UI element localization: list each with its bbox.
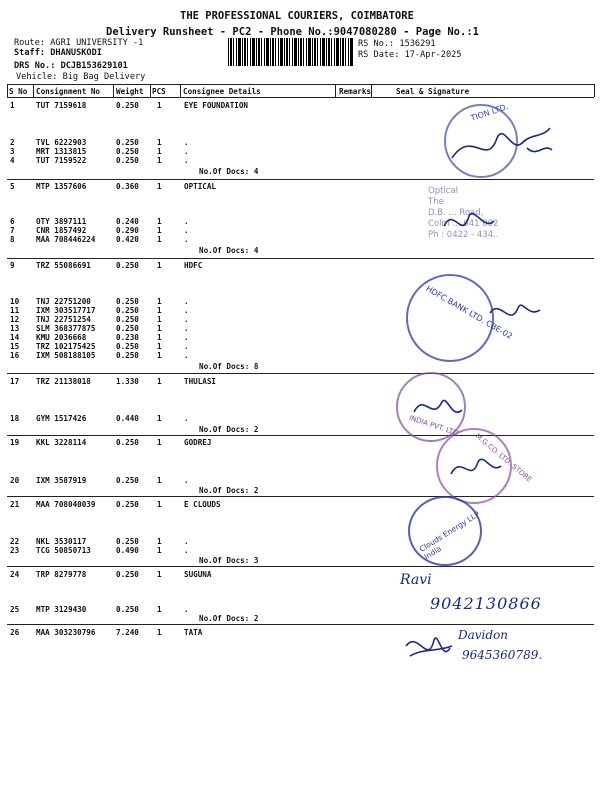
row-weight: 0.250 [116,476,139,485]
row-consignment: MTP 3129430 [36,605,87,614]
row-consignment: TCG 50850713 [36,546,91,555]
row-consignee: . [184,333,189,342]
handwritten-phone: 9645360789. [462,648,543,662]
row-consignment: KMU 2036668 [36,333,87,342]
row-weight: 0.230 [116,333,139,342]
row-weight: 0.420 [116,235,139,244]
row-pcs: 1 [157,156,162,165]
row-sno: 24 [10,570,20,579]
row-pcs: 1 [157,438,162,447]
stamp-text: M.G.CO. LTD. STORE [473,432,534,484]
row-consignee: . [184,476,189,485]
row-consignment: OTY 3897111 [36,217,87,226]
row-consignment: SLM 368377875 [36,324,96,333]
row-sno: 10 [10,297,20,306]
row-pcs: 1 [157,342,162,351]
row-consignee: . [184,605,189,614]
row-consignment: IXM 3587919 [36,476,87,485]
row-pcs: 1 [157,182,162,191]
vehicle-label: Vehicle: Big Bag Delivery [16,72,146,82]
tata-handwriting [400,626,590,674]
col-divider [335,84,336,97]
row-weight: 0.240 [116,217,139,226]
row-consignment: NKL 3530117 [36,537,87,546]
row-weight: 0.440 [116,414,139,423]
row-pcs: 1 [157,315,162,324]
row-sno: 1 [10,101,15,110]
row-weight: 0.250 [116,500,139,509]
col-divider [7,84,8,97]
signature [414,186,564,256]
row-consignee: . [184,351,189,360]
row-weight: 0.250 [116,297,139,306]
handwritten-name: Davidon [458,628,509,642]
row-consignee: . [184,537,189,546]
row-consignee: . [184,297,189,306]
row-weight: 0.490 [116,546,139,555]
row-divider [7,624,594,625]
col-divider [180,84,181,97]
handwritten-name: Ravi [400,572,432,588]
col-divider [33,84,34,97]
row-pcs: 1 [157,261,162,270]
row-weight: 0.290 [116,226,139,235]
row-weight: 0.250 [116,315,139,324]
col-header-pcs: PCS [152,87,166,96]
row-consignment: TUT 7159522 [36,156,87,165]
row-weight: 0.250 [116,342,139,351]
row-consignee: GODREJ [184,438,212,447]
row-consignee: . [184,147,189,156]
row-pcs: 1 [157,324,162,333]
row-weight: 0.250 [116,156,139,165]
row-weight: 0.250 [116,324,139,333]
drs-label: DRS No.: DCJB153629101 [14,61,128,71]
hdfc-stamp [400,268,570,368]
row-pcs: 1 [157,306,162,315]
col-header-consignment: Consignment No [36,87,101,96]
eye-foundation-stamp [432,98,572,178]
row-sno: 23 [10,546,20,555]
row-weight: 0.250 [116,147,139,156]
row-pcs: 1 [157,138,162,147]
row-weight: 1.330 [116,377,139,386]
row-sno: 14 [10,333,20,342]
docs-count: No.Of Docs: 2 [199,614,259,623]
table-top-line [7,84,594,85]
rs-date-label: RS Date: 17-Apr-2025 [358,50,462,60]
row-consignee: . [184,235,189,244]
row-sno: 2 [10,138,15,147]
docs-count: No.Of Docs: 4 [199,246,259,255]
row-pcs: 1 [157,226,162,235]
row-consignee: . [184,546,189,555]
row-pcs: 1 [157,297,162,306]
signature [432,98,572,178]
row-divider [7,373,594,374]
row-weight: 0.250 [116,351,139,360]
row-weight: 0.250 [116,438,139,447]
col-header-consignee: Consignee Details [183,87,261,96]
route-label: Route: AGRI UNIVERSITY -1 [14,38,144,48]
row-weight: 0.360 [116,182,139,191]
signature [400,626,460,674]
row-pcs: 1 [157,147,162,156]
row-pcs: 1 [157,351,162,360]
row-sno: 25 [10,605,20,614]
row-consignee: . [184,342,189,351]
row-consignment: CNR 1857492 [36,226,87,235]
row-pcs: 1 [157,570,162,579]
row-consignment: TRZ 55086691 [36,261,91,270]
row-sno: 18 [10,414,20,423]
row-sno: 8 [10,235,15,244]
stamp-text: INDIA PVT. LTD. [408,413,462,439]
row-consignment: MRT 1313815 [36,147,87,156]
row-sno: 21 [10,500,20,509]
row-consignee: . [184,315,189,324]
row-weight: 0.250 [116,605,139,614]
row-pcs: 1 [157,235,162,244]
row-consignment: TUT 7159618 [36,101,87,110]
row-pcs: 1 [157,414,162,423]
row-consignee: . [184,138,189,147]
row-sno: 5 [10,182,15,191]
row-sno: 15 [10,342,20,351]
row-sno: 16 [10,351,20,360]
row-consignment: TRZ 102175425 [36,342,96,351]
docs-count: No.Of Docs: 3 [199,556,259,565]
col-header-weight: Weight [116,87,144,96]
row-sno: 4 [10,156,15,165]
row-sno: 3 [10,147,15,156]
row-pcs: 1 [157,546,162,555]
row-sno: 19 [10,438,20,447]
row-consignee: EYE FOUNDATION [184,101,249,110]
row-sno: 7 [10,226,15,235]
row-weight: 0.250 [116,537,139,546]
row-consignment: MTP 1357606 [36,182,87,191]
row-sno: 17 [10,377,20,386]
rs-no-label: RS No.: 1536291 [358,39,436,49]
row-consignment: TNJ 22751200 [36,297,91,306]
col-header-sno: S No [9,87,28,96]
col-divider [594,84,595,97]
row-consignment: TRP 8279778 [36,570,87,579]
row-consignee: SUGUNA [184,570,212,579]
stamp-text: Optical The D.B. ... Road, Colm ... 641 002 Ph : 0422 - 434.. [428,186,499,240]
row-consignee: TATA [184,628,203,637]
row-divider [7,179,594,180]
row-consignee: . [184,324,189,333]
row-consignee: E CLOUDS [184,500,221,509]
row-weight: 0.250 [116,138,139,147]
row-consignment: TNJ 22751254 [36,315,91,324]
row-weight: 7.240 [116,628,139,637]
barcode [228,38,354,66]
row-pcs: 1 [157,500,162,509]
stamp-text: HDFC BANK LTD. CBE-02 [424,284,514,341]
row-weight: 0.250 [116,306,139,315]
docs-count: No.Of Docs: 2 [199,486,259,495]
col-header-remarks: Remarks [339,87,372,96]
row-weight: 0.250 [116,261,139,270]
stamp-text: TION LTD. [469,102,510,123]
docs-count: No.Of Docs: 8 [199,362,259,371]
docs-count: No.Of Docs: 4 [199,167,259,176]
row-consignee: . [184,156,189,165]
row-pcs: 1 [157,476,162,485]
row-pcs: 1 [157,101,162,110]
handwritten-phone: 9042130866 [430,594,542,613]
row-consignee: OPTICAL [184,182,217,191]
row-weight: 0.250 [116,101,139,110]
row-consignee: . [184,217,189,226]
row-consignee: THULASI [184,377,217,386]
row-sno: 11 [10,306,20,315]
runsheet-title: THE PROFESSIONAL COURIERS, COIMBATORE [180,10,414,22]
row-pcs: 1 [157,537,162,546]
row-consignment: MAA 708040039 [36,500,96,509]
row-divider [7,258,594,259]
suguna-handwriting [400,572,580,622]
row-sno: 9 [10,261,15,270]
col-header-seal: Seal & Signature [396,87,470,96]
row-pcs: 1 [157,605,162,614]
godrej-stamp [436,424,546,504]
staff-label: Staff: DHANUSKODI [14,48,102,58]
col-divider [371,84,372,97]
row-consignment: KKL 3228114 [36,438,87,447]
row-sno: 26 [10,628,20,637]
col-divider [113,84,114,97]
row-consignment: TRZ 21138018 [36,377,91,386]
row-weight: 0.250 [116,570,139,579]
row-pcs: 1 [157,217,162,226]
row-sno: 6 [10,217,15,226]
row-pcs: 1 [157,333,162,342]
row-consignment: MAA 708446224 [36,235,96,244]
row-sno: 22 [10,537,20,546]
docs-count: No.Of Docs: 2 [199,425,259,434]
row-consignment: TVL 6222903 [36,138,87,147]
row-sno: 20 [10,476,20,485]
row-consignee: . [184,306,189,315]
row-consignee: . [184,226,189,235]
row-consignment: GYM 1517426 [36,414,87,423]
stamp-text: Clouds Energy LLP India [417,509,482,562]
row-consignment: IXM 303517717 [36,306,96,315]
row-divider [7,566,594,567]
eclouds-stamp [402,494,502,566]
runsheet-subtitle: Delivery Runsheet - PC2 - Phone No.:9047080280 - Page No.:1 [106,26,479,38]
optical-stamp [414,186,564,256]
row-consignee: . [184,414,189,423]
signature [400,268,570,368]
row-sno: 12 [10,315,20,324]
row-pcs: 1 [157,377,162,386]
row-sno: 13 [10,324,20,333]
row-pcs: 1 [157,628,162,637]
row-consignment: IXM 508188105 [36,351,96,360]
col-divider [150,84,151,97]
row-consignee: HDFC [184,261,203,270]
row-consignment: MAA 303230796 [36,628,96,637]
signature [436,424,546,504]
